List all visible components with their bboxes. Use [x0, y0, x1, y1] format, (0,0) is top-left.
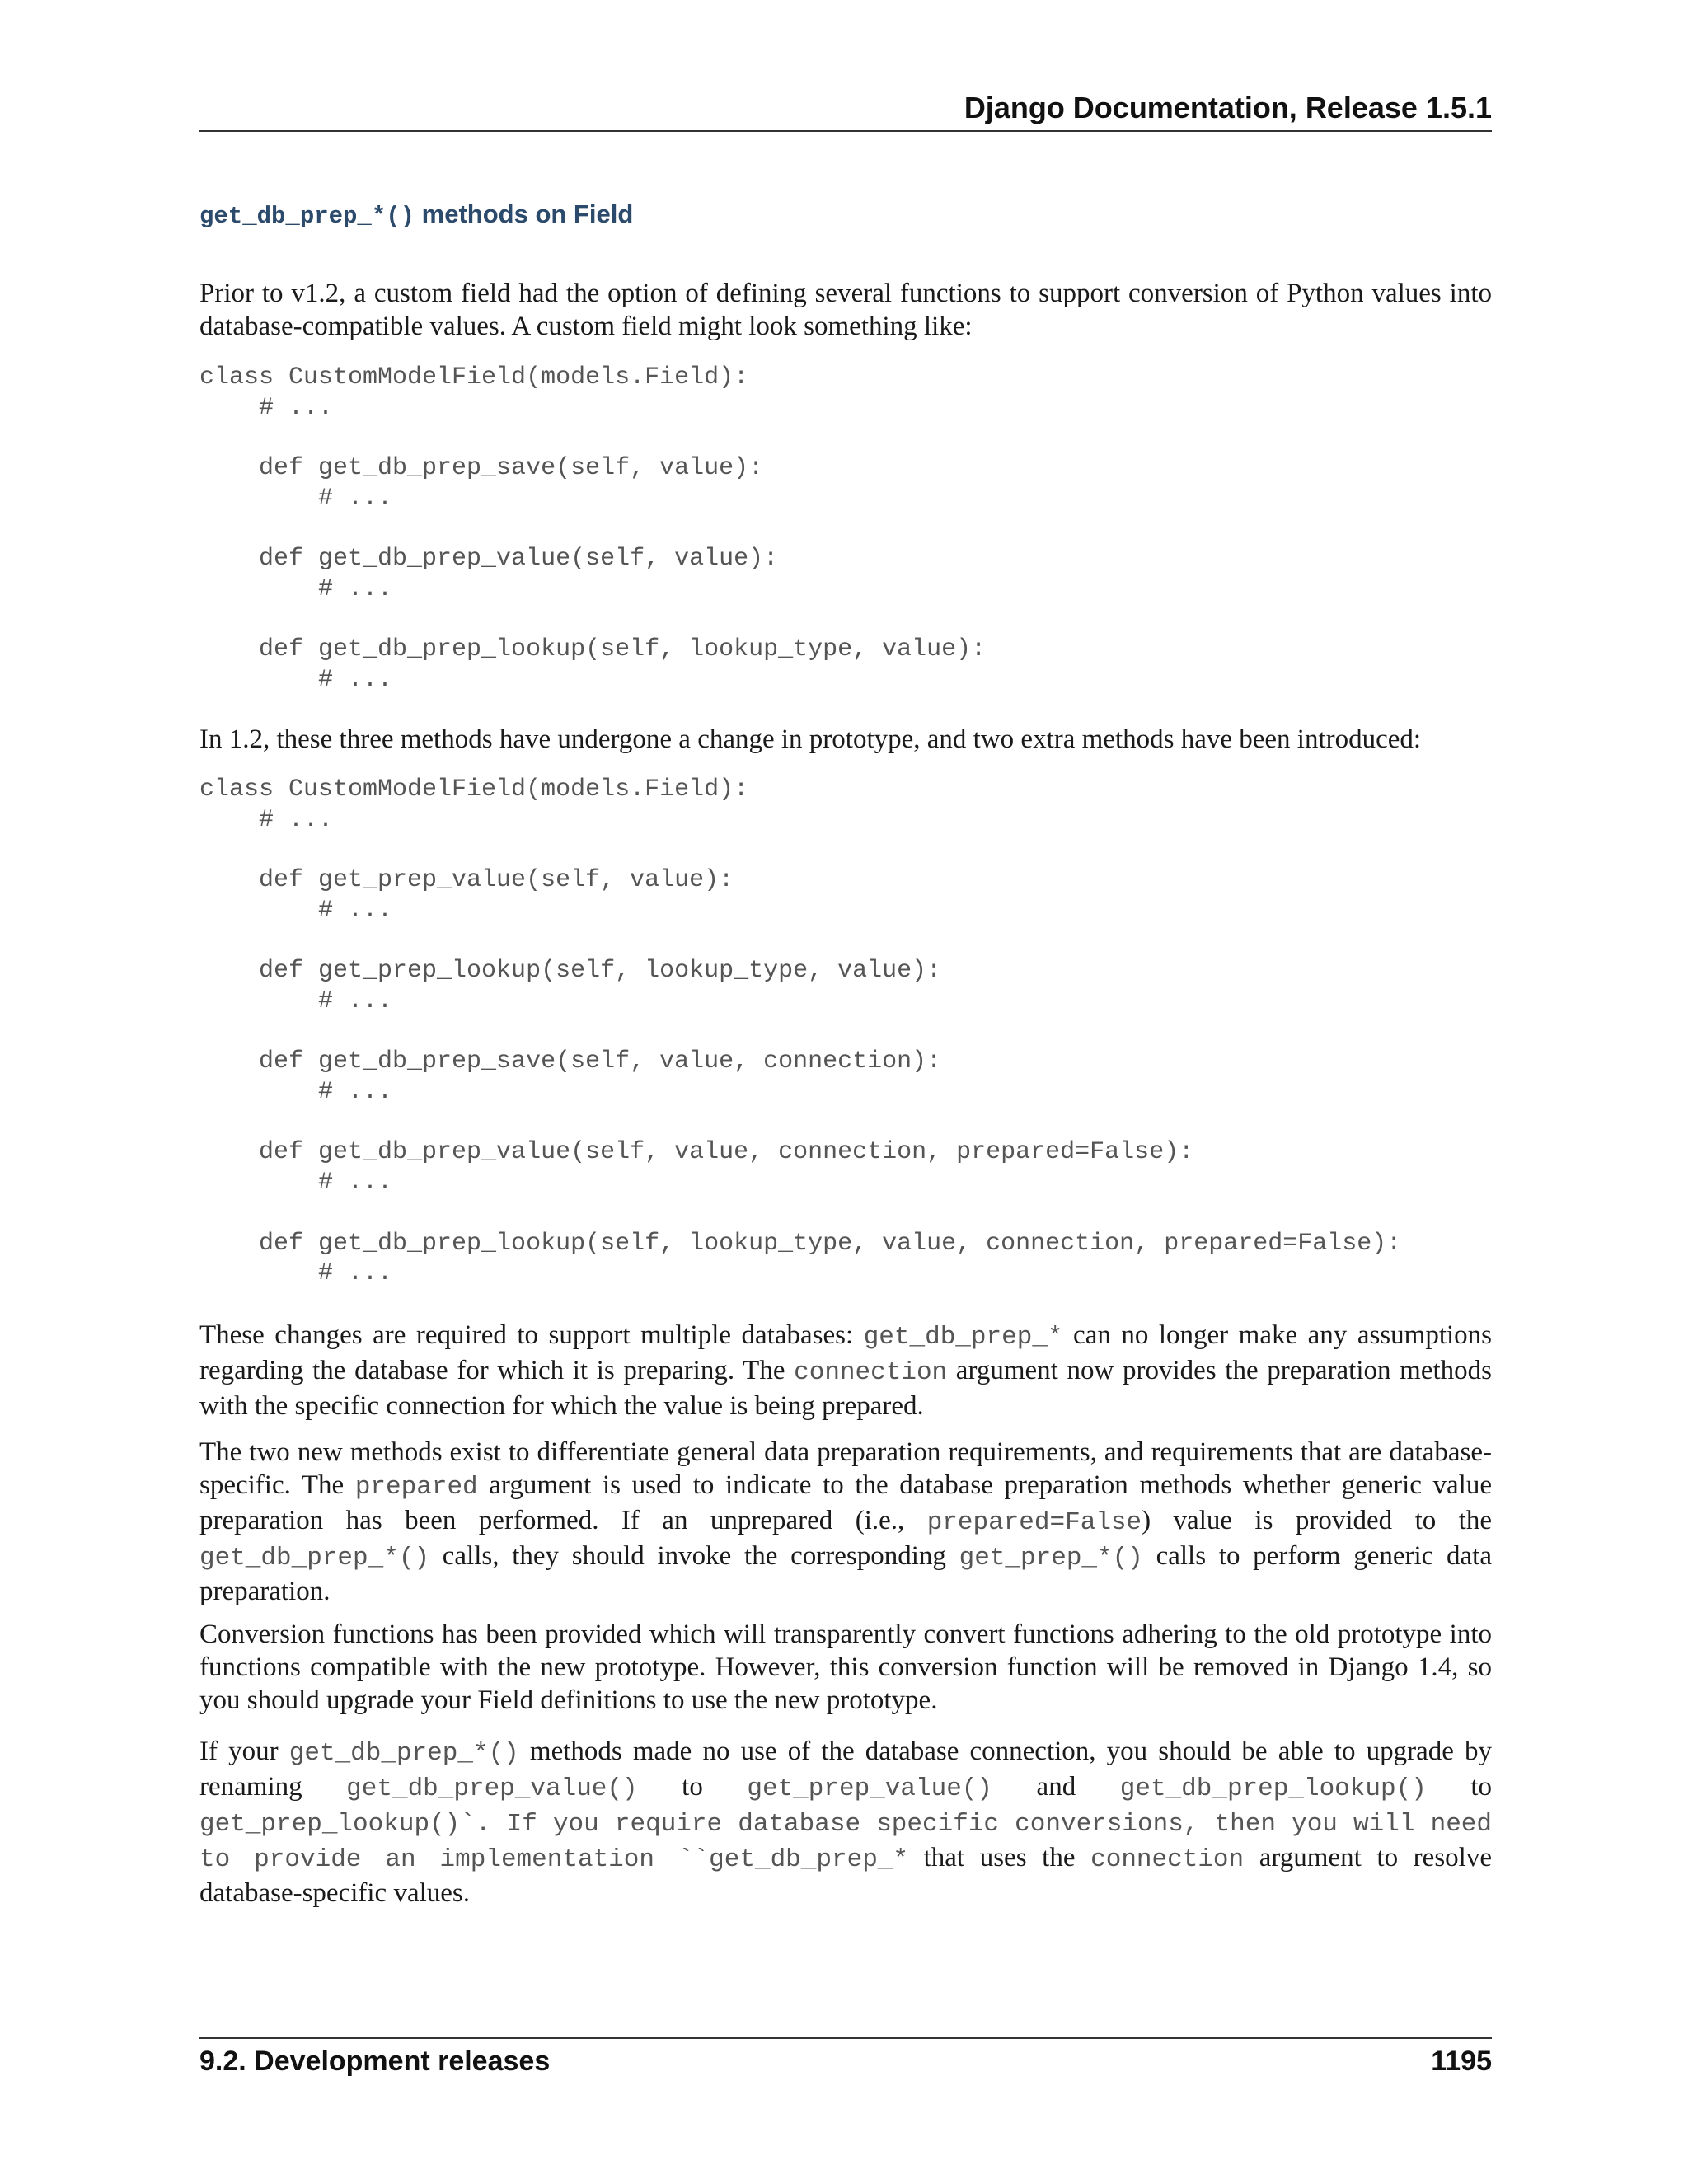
section-heading	[199, 199, 633, 230]
inline-code: get_db_prep_*	[863, 1323, 1063, 1352]
inline-code: get_prep_lookup()`. If you require database specific conversions, then you will need to provide an implementation ``get_db_prep_*	[199, 1810, 1492, 1874]
running-header: Django Documentation, Release 1.5.1	[964, 91, 1492, 124]
section-heading-code: get_db_prep_*()	[199, 203, 415, 230]
paragraph-conversion-functions: Conversion functions has been provided which will transparently convert functions adhering to the old prototype into functions compatible with the new prototype. However, this conversion function will be removed in Django 1.4, so you should upgrade your Field definitions to use the new prototype.	[199, 1619, 1492, 1715]
inline-code: get_db_prep_*()	[288, 1739, 519, 1768]
inline-code: prepared	[354, 1473, 478, 1502]
inline-code: get_db_prep_value()	[346, 1774, 638, 1803]
document-page	[199, 0, 1492, 2184]
code-block-old-prototype: class CustomModelField(models.Field): # ... def get_db_prep_save(self, value): # ... def get_db_prep_value(self, value): # ... def get_db_prep_lookup(self, lookup_type, value): # ...	[199, 363, 987, 695]
paragraph-new-methods: In 1.2, these three methods have undergone a change in prototype, and two extra methods have been introduced:	[199, 724, 1422, 754]
paragraph-upgrade: If your get_db_prep_*() methods made no use of the database connection, you should be able to upgrade by renaming get_db_prep_value() to get_prep_value() and get_db_prep_lookup() to get_prep_lookup()`. If you require database specific conversions, then you will need to provide an implementation ``get_db_prep_* that uses the connection argument to resolve database-specific values.	[199, 1736, 1493, 1908]
inline-code: connection	[1090, 1845, 1245, 1874]
inline-code: connection	[794, 1358, 948, 1387]
inline-code: get_db_prep_*()	[199, 1544, 430, 1572]
inline-code: get_prep_*()	[959, 1544, 1143, 1572]
inline-code: get_prep_value()	[747, 1774, 993, 1803]
paragraph-intro: Prior to v1.2, a custom field had the option of defining several functions to support conversion of Python values into database-compatible values. A custom field might look something like:	[199, 279, 1492, 341]
section-heading-text: methods on Field	[415, 199, 634, 228]
code-block-new-prototype: class CustomModelField(models.Field): # ... def get_prep_value(self, value): # ... def get_prep_lookup(self, lookup_type, value): # ... def get_db_prep_save(self, value, connection): # ... def get_db_prep_value(self, value, connection, prepared=False): # ... def get_db_prep_lookup(self, lookup_type, value, connection, prepared=False): # ...	[199, 776, 1402, 1288]
footer-page-number: 1195	[1431, 2046, 1492, 2077]
inline-code: get_db_prep_lookup()	[1119, 1774, 1427, 1803]
paragraph-two-new-methods: The two new methods exist to differentiate general data preparation requirements, and requirements that are database-specific. The prepared argument is used to indicate to the database preparation methods whether generic value preparation has been performed. If an unprepared (i.e., prepared=False) value is provided to the get_db_prep_*() calls, they should invoke the corresponding get_prep_*() calls to perform generic data preparation.	[199, 1437, 1492, 1606]
paragraph-multiple-databases: These changes are required to support multiple databases: get_db_prep_* can no longer make any assumptions regarding the database for which it is preparing. The connection argument now provides the preparation methods with the specific connection for which the value is being prepared.	[199, 1320, 1492, 1421]
header-rule	[199, 130, 1492, 132]
footer-rule	[199, 2037, 1492, 2039]
footer-section-title: 9.2. Development releases	[199, 2046, 551, 2077]
inline-code: prepared=False	[926, 1508, 1142, 1537]
